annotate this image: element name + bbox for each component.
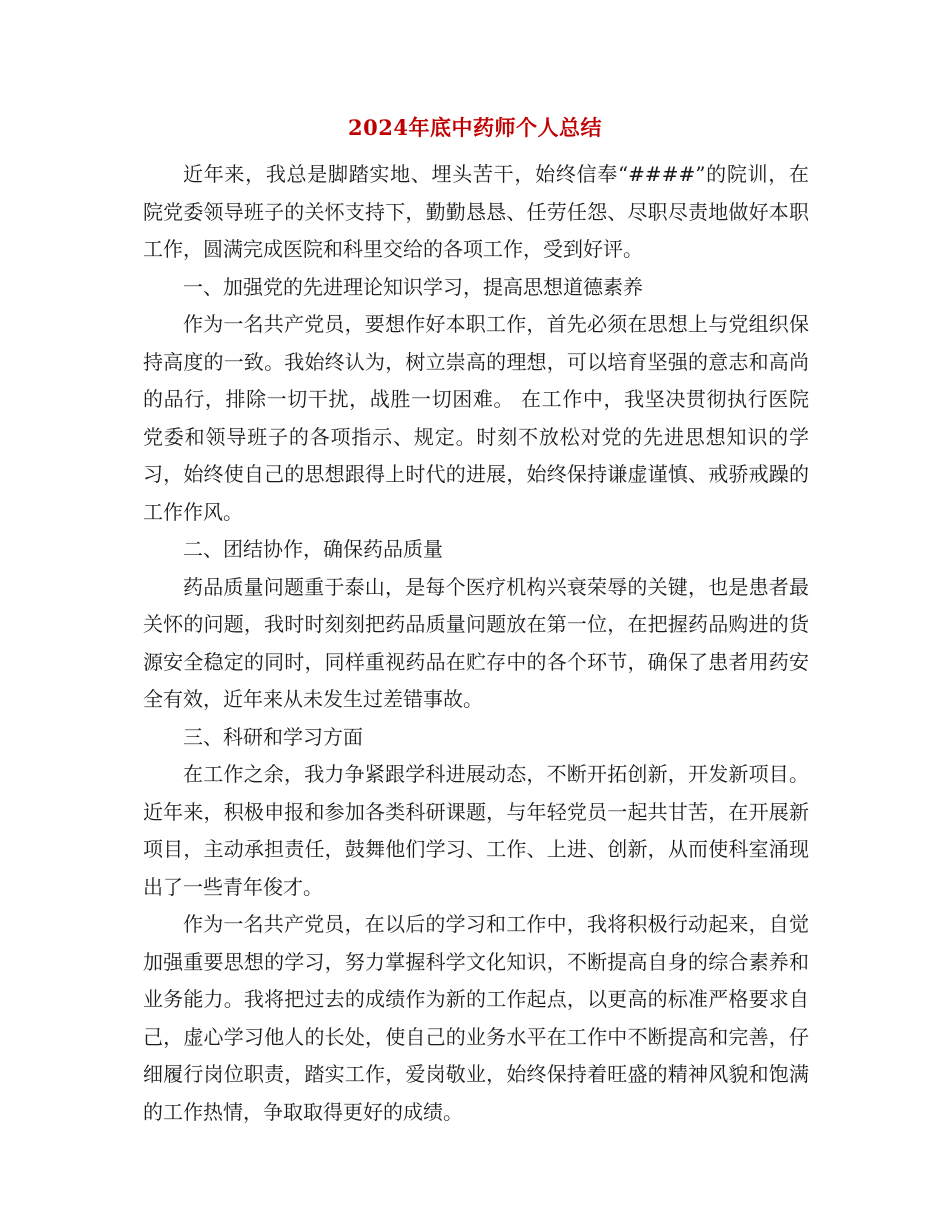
section-heading-1: 一、加强党的先进理论知识学习，提高思想道德素养	[183, 274, 643, 299]
paragraph-section-1: 作为一名共产党员，要想作好本职工作，首先必须在思想上与党组织保持高度的一致。我始终认为，树立崇高的理想，可以培育坚强的意志和高尚的品行，排除一切干扰，战胜一切困难。 在工作中，我坚决贯彻执行医院党委和领导班子的各项指示、规定。时刻不放松对党的先进思想知识的学习，始终使自己的思想跟得上时代的进展，始终保持谦虚谨慎、戒骄戒躁的工作作风。	[143, 312, 809, 524]
document-body	[143, 156, 809, 1131]
document-title: 2024年底中药师个人总结	[348, 115, 602, 140]
section-heading-2: 二、团结协作，确保药品质量	[183, 537, 443, 561]
paragraph-intro: 近年来，我总是脚踏实地、埋头苦干，始终信奉“####”的院训，在院党委领导班子的关怀支持下，勤勤恳恳、任劳任怨、尽职尽责地做好本职工作，圆满完成医院和科里交给的各项工作，受到好评。	[143, 162, 809, 261]
section-heading-3: 三、科研和学习方面	[183, 724, 363, 749]
paragraph-section-3: 在工作之余，我力争紧跟学科进展动态，不断开拓创新，开发新项目。近年来，积极申报和参加各类科研课题，与年轻党员一起共甘苦，在开展新项目，主动承担责任，鼓舞他们学习、工作、上进、创新，从而使科室涌现出了一些青年俊才。	[143, 762, 809, 899]
paragraph-conclusion: 作为一名共产党员，在以后的学习和工作中，我将积极行动起来，自觉加强重要思想的学习，努力掌握科学文化知识，不断提高自身的综合素养和业务能力。我将把过去的成绩作为新的工作起点，以更高的标准严格要求自己，虚心学习他人的长处，使自己的业务水平在工作中不断提高和完善，仔细履行岗位职责，踏实工作，爱岗敬业，始终保持着旺盛的精神风貌和饱满的工作热情，争取取得更好的成绩。	[143, 912, 809, 1124]
paragraph-section-2: 药品质量问题重于泰山，是每个医疗机构兴衰荣辱的关键，也是患者最关怀的问题，我时时刻刻把药品质量问题放在第一位，在把握药品购进的货源安全稳定的同时，同样重视药品在贮存中的各个环节，确保了患者用药安全有效，近年来从未发生过差错事故。	[143, 574, 809, 711]
